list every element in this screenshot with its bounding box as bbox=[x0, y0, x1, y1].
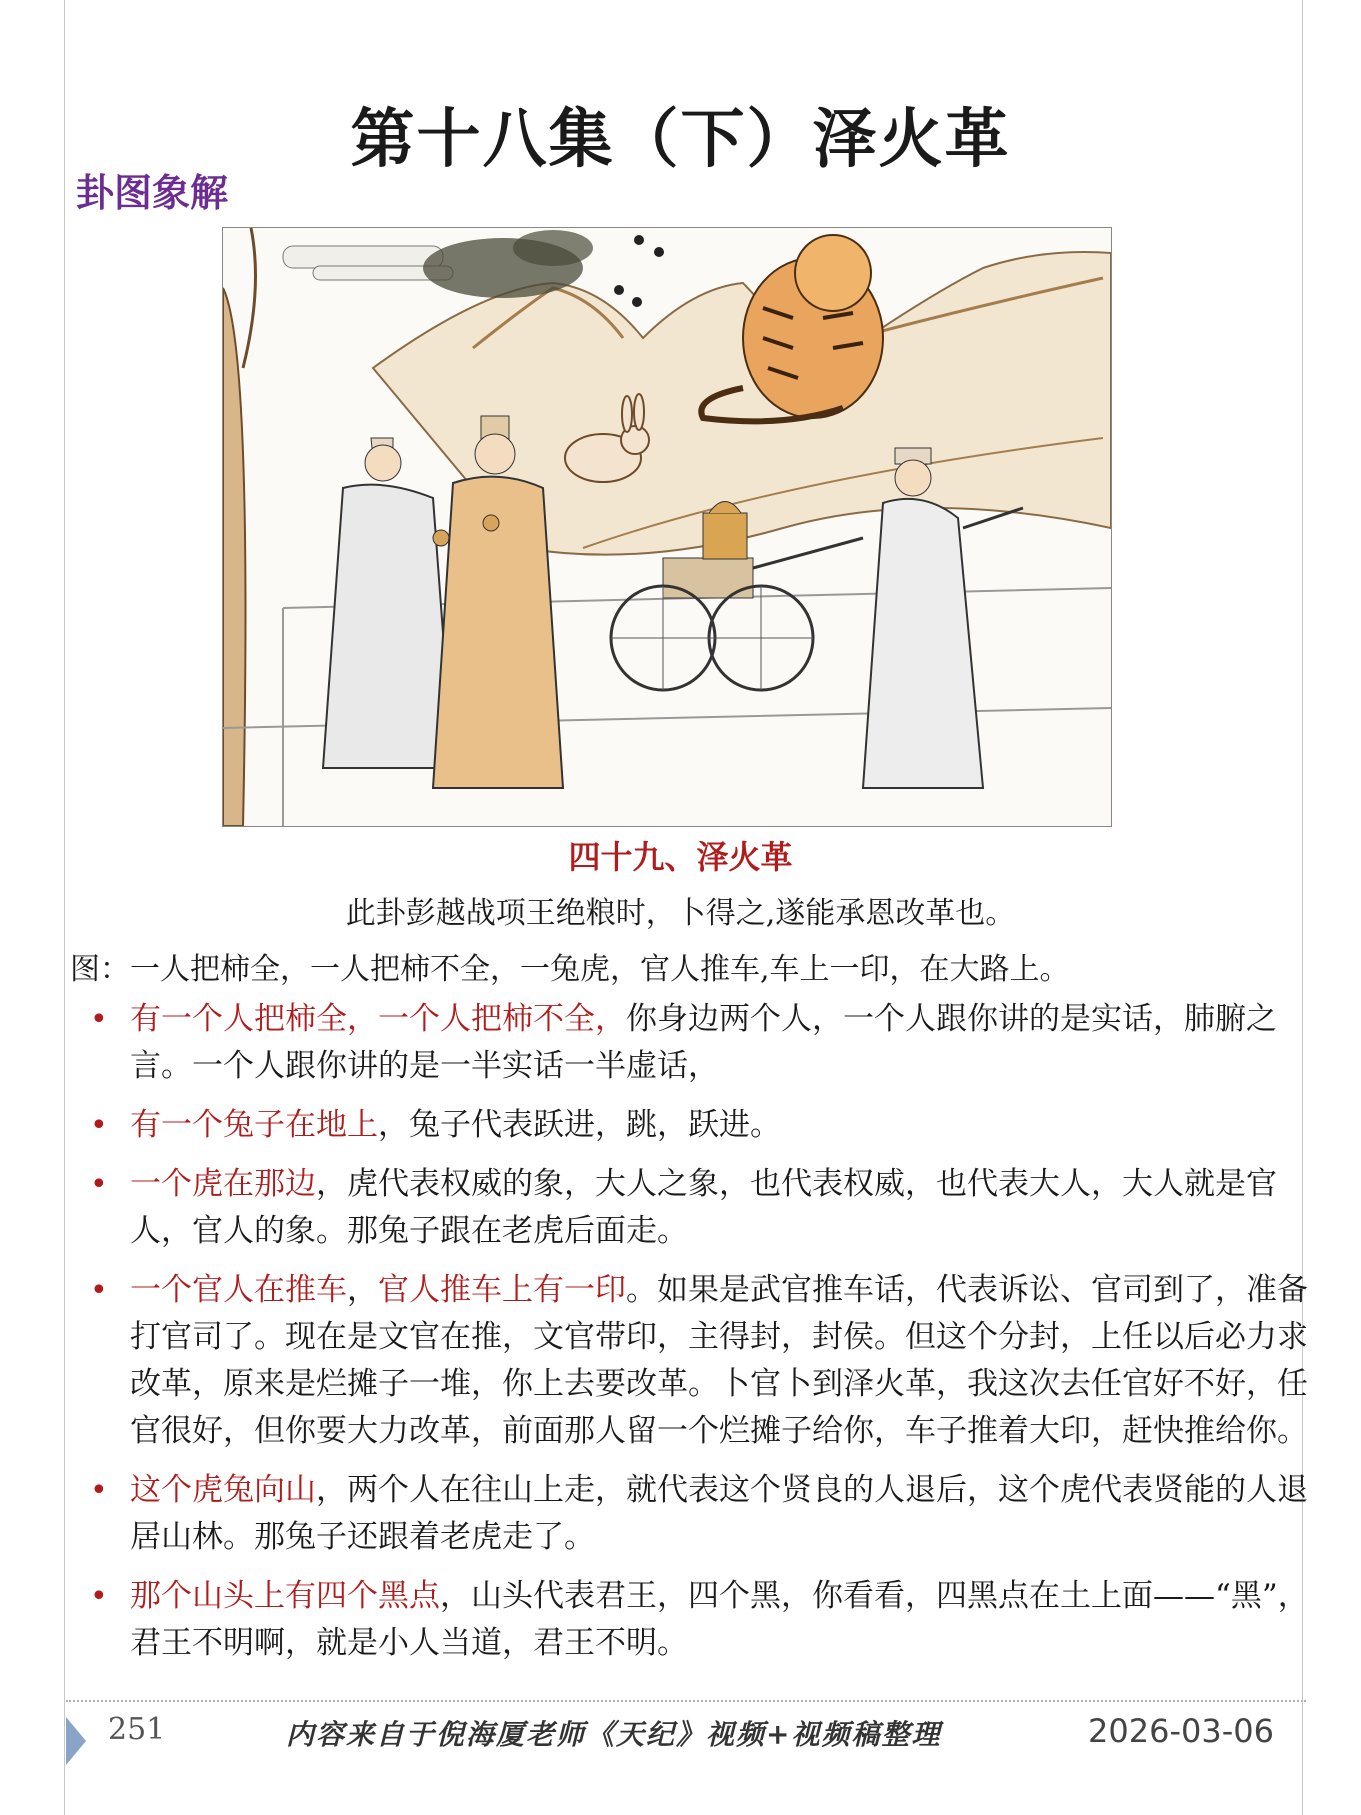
separator-text: ， bbox=[347, 1272, 378, 1308]
list-item bbox=[86, 1102, 1316, 1149]
footer-date: 2026-03-06 bbox=[1088, 1712, 1274, 1750]
section-label: 卦图象解 bbox=[76, 171, 229, 215]
body-text: ，兔子代表跃进，跳，跃进。 bbox=[378, 1107, 781, 1143]
highlight-text-2: 官人推车上有一印 bbox=[378, 1272, 626, 1308]
hexagram-illustration bbox=[222, 227, 1112, 827]
bullet-dot-icon: • bbox=[90, 1273, 108, 1308]
scholar-figure bbox=[323, 438, 453, 768]
caption-line-1: 此卦彭越战项王绝粮时，卜得之,遂能承恩改革也。 bbox=[345, 896, 1016, 931]
bullet-dot-icon: • bbox=[90, 1579, 108, 1614]
list-item bbox=[86, 1467, 1316, 1561]
body-text: ，两个人在往山上走，就代表这个贤良的人退后，这个虎代表贤能的人退居山林。那兔子还跟着老虎走了。 bbox=[130, 1472, 1308, 1555]
list-item bbox=[86, 1267, 1316, 1455]
four-dots-icon bbox=[614, 235, 664, 307]
body-text: ，山头代表君王，四个黑，你看看，四黑点在土上面——“黑”，君王不明啊，就是小人当道，君王不明。 bbox=[130, 1578, 1309, 1661]
list-item bbox=[86, 996, 1316, 1090]
caption-line-2: 图：一人把柿全，一人把柿不全，一兔虎，官人推车,车上一印，在大路上。 bbox=[70, 952, 1070, 987]
highlight-text: 一个官人在推车 bbox=[130, 1272, 347, 1308]
body-text: 你身边两个人，一个人跟你讲的是实话，肺腑之言。一个人跟你讲的是一半实话一半虚话， bbox=[130, 1001, 1277, 1084]
highlight-text: 那个山头上有四个黑点 bbox=[130, 1578, 440, 1614]
bullet-dot-icon: • bbox=[90, 1108, 108, 1143]
body-text: 。如果是武官推车话，代表诉讼、官司到了，准备打官司了。现在是文官在推，文官带印，主得封，封侯。但这个分封，上任以后必力求改革，原来是烂摊子一堆，你上去要改革。卜官卜到泽火革，我这次去任官好不好，任官很好，但你要大力改革，前面那人留一个烂摊子给你，车子推着大印，赶快推给你。 bbox=[130, 1272, 1308, 1449]
list-item bbox=[86, 1161, 1316, 1255]
footer-source: 内容来自于倪海厦老师《天纪》视频+视频稿整理 bbox=[286, 1718, 942, 1751]
page-arrow-icon[interactable] bbox=[66, 1717, 86, 1765]
highlight-text: 这个虎兔向山 bbox=[130, 1472, 316, 1508]
bullet-dot-icon: • bbox=[90, 1002, 108, 1037]
bullet-dot-icon: • bbox=[90, 1167, 108, 1202]
page-title: 第十八集（下）泽火革 bbox=[350, 103, 1011, 177]
list-item bbox=[86, 1573, 1316, 1667]
highlight-text: 有一个人把柿全，一个人把柿不全， bbox=[130, 1001, 626, 1037]
highlight-text: 一个虎在那边 bbox=[130, 1166, 316, 1202]
page-number: 251 bbox=[108, 1712, 166, 1747]
bullet-dot-icon: • bbox=[90, 1473, 108, 1508]
footer-divider bbox=[66, 1700, 1306, 1702]
interpretation-list bbox=[86, 996, 1316, 1679]
highlight-text: 有一个兔子在地上 bbox=[130, 1107, 378, 1143]
body-text: ，虎代表权威的象，大人之象，也代表权威，也代表大人，大人就是官人，官人的象。那兔子跟在老虎后面走。 bbox=[130, 1166, 1277, 1249]
caption-heading: 四十九、泽火革 bbox=[568, 838, 793, 876]
